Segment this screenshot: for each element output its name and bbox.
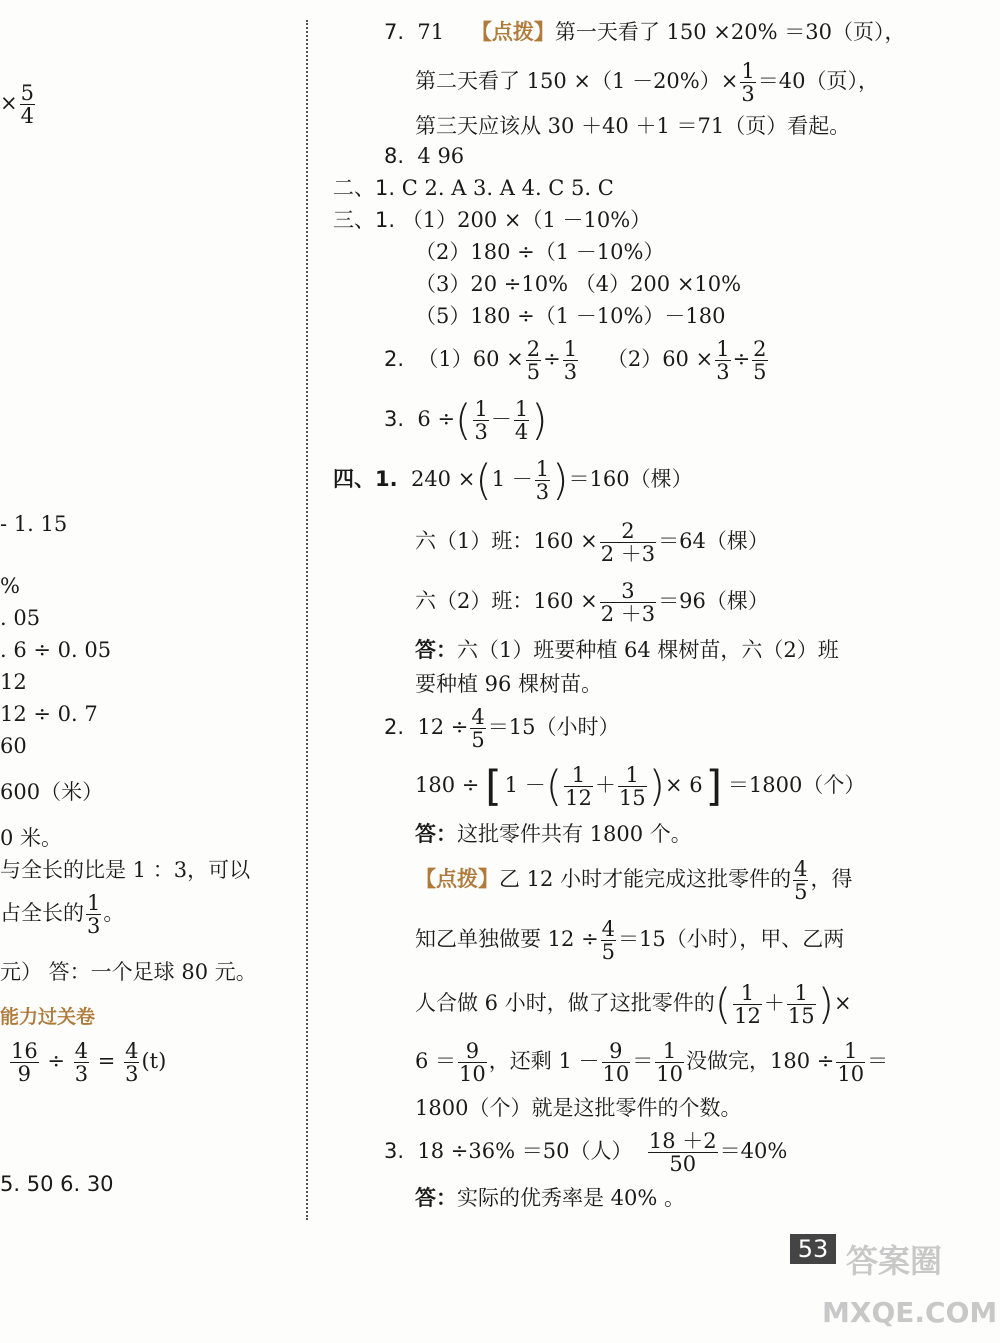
sec3-line-2: （2）180 ÷（1 －10%） <box>415 240 665 264</box>
sec4-tip-line-5: 1800（个）就是这批零件的个数。 <box>415 1096 742 1120</box>
left-line-10: 0 米。 <box>0 826 63 850</box>
left-line-2: - 1. 15 <box>0 512 68 536</box>
sec4-q3: 3. 18 ÷36% ＝50（人） $\frac{18 +2}{50}$ ＝40% <box>384 1129 788 1177</box>
sec4-answer-1b: 要种植 96 棵树苗。 <box>415 672 603 696</box>
left-line-1: × $\frac{5}{4}$ <box>0 81 34 129</box>
left-line-4: . 05 <box>0 606 41 630</box>
watermark-logo: 答案圈 <box>846 1242 943 1280</box>
sec4-q1: 四、1. 240 ×(1 － $\frac{1}{3}$ )＝160（棵） <box>333 455 693 505</box>
sec4-tip-line-3: 人合做 6 小时，做了这批零件的( $\frac{1}{12}$ ＋ $\frac{1}{15}$ )× <box>415 979 852 1029</box>
sec4-q2-calc: 180 ÷[1 －( $\frac{1}{12}$ ＋ $\frac{1}{15}$ )× 6]＝1800（个） <box>415 761 866 811</box>
left-line-16: 5. 50 6. 30 <box>0 1172 114 1196</box>
left-line-11: 与全长的比是 1 ：3，可以 <box>0 858 251 882</box>
fraction: $\frac{5}{4}$ <box>20 81 34 129</box>
sec3-line-3: （3）20 ÷10% （4）200 ×10% <box>415 272 742 296</box>
left-line-12: 占全长的 $\frac{1}{3}$ 。 <box>0 891 125 939</box>
sec4-class1: 六（1）班：160 × $\frac{2}{2 +3}$ ＝64（棵） <box>415 519 769 567</box>
q7-line-1: 7. 71 【点拨】第一天看了 150 ×20% ＝30（页）， <box>384 20 906 44</box>
sec3-q3: 3. 6 ÷( $\frac{1}{3}$ － $\frac{1}{4}$ ) <box>384 395 548 445</box>
sec4-tip-line-2: 知乙单独做要 12 ÷ $\frac{4}{5}$ ＝15（小时），甲、乙两 <box>415 917 845 965</box>
left-line-9: 600（米） <box>0 780 104 804</box>
sec4-tip-line-4: 6 ＝ $\frac{9}{10}$ ，还剩 1 － $\frac{9}{10}$ ＝ $\frac{1}{10}$ 没做完，180 ÷ $\frac{1}{10}$ ＝ <box>415 1039 889 1087</box>
left-line-7: 12 ÷ 0. 7 <box>0 702 98 726</box>
left-line-15: $\frac{16}{9}$ ÷ $\frac{4}{3}$ = $\frac{4}{3}$ (t) <box>11 1039 167 1087</box>
left-line-3: % <box>0 574 20 598</box>
left-line-13: 元） 答：一个足球 80 元。 <box>0 960 257 984</box>
q8-line: 8. 4 96 <box>384 144 465 168</box>
sec4-answer-2: 答：这批零件共有 1800 个。 <box>415 822 692 846</box>
sec3-line-1: 三、1. （1）200 ×（1 －10%） <box>333 208 652 232</box>
watermark-url: MXQE.COM <box>822 1296 998 1329</box>
sec3-q2: 2. （1）60 × $\frac{2}{5}$ ÷ $\frac{1}{3}$ （2）60 × $\frac{1}{3}$ ÷ $\frac{2}{5}$ <box>384 337 767 385</box>
sec4-answer-3: 答：实际的优秀率是 40% 。 <box>415 1186 686 1210</box>
left-line-5: . 6 ÷ 0. 05 <box>0 638 112 662</box>
sec4-tip-line-1: 【点拨】乙 12 小时才能完成这批零件的 $\frac{4}{5}$ ，得 <box>415 857 853 905</box>
sec2-line: 二、1. C 2. A 3. A 4. C 5. C <box>333 176 614 200</box>
sec4-q2: 2. 12 ÷ $\frac{4}{5}$ ＝15（小时） <box>384 705 620 753</box>
sec4-answer-1: 答：六（1）班要种植 64 棵树苗，六（2）班 <box>415 638 839 662</box>
left-section-title: 能力过关卷 <box>0 1006 96 1028</box>
left-line-8: 60 <box>0 734 27 758</box>
q7-line-2: 第二天看了 150 ×（1 －20%）× $\frac{1}{3}$ ＝40（页）， <box>415 59 879 107</box>
q7-line-3: 第三天应该从 30 ＋40 ＋1 ＝71（页）看起。 <box>415 114 851 138</box>
sec4-class2: 六（2）班：160 × $\frac{3}{2 +3}$ ＝96（棵） <box>415 579 769 627</box>
left-line-6: 12 <box>0 670 27 694</box>
column-divider <box>306 20 308 1220</box>
page-number: 53 <box>790 1234 836 1264</box>
sec3-line-5: （5）180 ÷（1 －10%）－180 <box>415 304 726 328</box>
